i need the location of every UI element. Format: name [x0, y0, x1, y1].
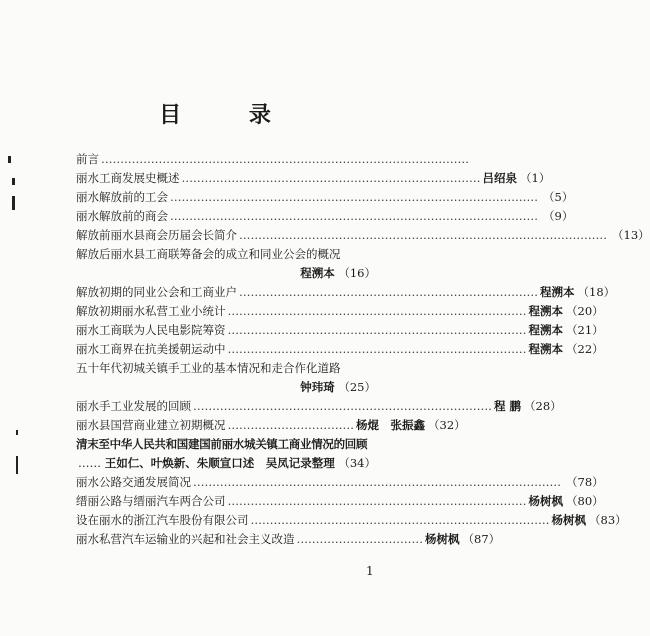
- toc-entry: [76, 321, 604, 340]
- toc-entry-author: 杨树枫: [551, 513, 586, 527]
- toc-entry-author: 程溯本: [528, 342, 563, 356]
- toc-entry-title: 丽水私营汽车运输业的兴起和社会主义改造: [76, 532, 295, 546]
- toc-entry-author: 王如仁、叶焕新、朱顺宣口述 吴凤记录整理: [104, 456, 335, 470]
- dot-leader: ……………………………: [296, 532, 423, 546]
- toc-entry-title: 设在丽水的浙江汽车股份有限公司: [76, 513, 249, 527]
- toc-entry-page: （22）: [566, 342, 604, 356]
- toc-entry-author: 杨树枫: [528, 494, 563, 508]
- toc-entry: [76, 530, 501, 549]
- toc-entry-page: （21）: [566, 323, 604, 337]
- toc-entry: [76, 169, 551, 188]
- toc-entry-title: 解放初期的同业公会和工商业户: [76, 285, 237, 299]
- table-of-contents: [76, 150, 650, 549]
- dot-leader: ……………………………: [227, 418, 354, 432]
- toc-entry-page: （9）: [543, 209, 574, 223]
- toc-entry-title: 解放初期丽水私营工业小统计: [76, 304, 226, 318]
- binding-mark: [12, 196, 15, 210]
- toc-entry-page: （16）: [338, 266, 376, 280]
- dot-leader: ……………………………………………………………………………………: [239, 228, 607, 242]
- toc-entry-title: 丽水手工业发展的回顾: [76, 399, 191, 413]
- toc-entry-title: 解放后丽水县工商联筹备会的成立和同业公会的概况: [76, 247, 341, 261]
- toc-entry: [76, 359, 376, 378]
- toc-entry-title: 清末至中华人民共和国建国前丽水城关镇工商业情况的回顾: [76, 437, 368, 451]
- toc-entry-title: 丽水工商界在抗美援朝运动中: [76, 342, 226, 356]
- toc-entry-page: （80）: [566, 494, 604, 508]
- toc-entry: [76, 435, 376, 454]
- binding-mark: [16, 456, 18, 474]
- toc-entry-page: （28）: [524, 399, 562, 413]
- toc-entry: [76, 245, 376, 264]
- dot-leader: ……………………………………………………………………: [239, 285, 538, 299]
- page-title: 目 录: [159, 102, 301, 128]
- dot-leader: ……………………………………………………………………………………: [170, 190, 538, 204]
- dot-leader: ……………………………………………………………………………………: [170, 209, 538, 223]
- dot-leader: ……: [78, 456, 102, 470]
- toc-entry-title: 丽水解放前的商会: [76, 209, 168, 223]
- toc-entry-page: （1）: [520, 171, 551, 185]
- toc-entry-author: 程溯本: [528, 304, 563, 318]
- toc-entry: [76, 226, 650, 245]
- dot-leader: ……………………………………………………………………………………: [193, 475, 561, 489]
- binding-mark: [12, 178, 15, 185]
- toc-entry-page: （25）: [338, 380, 376, 394]
- toc-entry-title: 五十年代初城关镇手工业的基本情况和走合作化道路: [76, 361, 341, 375]
- toc-entry-title: 丽水公路交通发展简况: [76, 475, 191, 489]
- toc-entry-page: （78）: [566, 475, 604, 489]
- toc-entry: [76, 511, 627, 530]
- dot-leader: ……………………………………………………………………: [181, 171, 481, 185]
- toc-entry: [76, 188, 574, 207]
- toc-entry-title: 解放前丽水县商会历届会长简介: [76, 228, 237, 242]
- dot-leader: ……………………………………………………………………………………: [101, 152, 469, 166]
- toc-entry-page: （20）: [566, 304, 604, 318]
- toc-entry: [76, 302, 604, 321]
- toc-entry: [76, 150, 469, 169]
- toc-entry: [76, 416, 466, 435]
- dot-leader: ……………………………………………………………………: [250, 513, 550, 527]
- page-number: 1: [366, 564, 374, 578]
- dot-leader: ……………………………………………………………………: [227, 342, 527, 356]
- dot-leader: ……………………………………………………………………: [227, 304, 527, 318]
- toc-entry-continuation: [76, 378, 376, 397]
- dot-leader: ……………………………………………………………………: [227, 323, 527, 337]
- toc-entry-title: 缙丽公路与缙丽汽车两合公司: [76, 494, 226, 508]
- toc-entry-author: 程溯本: [540, 285, 575, 299]
- toc-entry-page: （87）: [462, 532, 501, 546]
- toc-entry-author: 程溯本: [300, 266, 335, 280]
- binding-mark: [16, 430, 18, 435]
- toc-entry-author: 杨树枫: [425, 532, 460, 546]
- dot-leader: ……………………………………………………………………: [193, 399, 492, 413]
- toc-entry-page: （83）: [589, 513, 627, 527]
- toc-entry-author: 钟玮琦: [300, 380, 335, 394]
- toc-entry-author: 杨焜 张振鑫: [356, 418, 425, 432]
- toc-entry: [76, 340, 604, 359]
- toc-entry-page: （32）: [428, 418, 466, 432]
- dot-leader: ……………………………………………………………………: [227, 494, 527, 508]
- toc-entry-page: （18）: [577, 285, 616, 299]
- toc-entry: [76, 397, 562, 416]
- toc-entry-page: （13）: [612, 228, 650, 242]
- toc-entry-author: 程 鹏: [494, 399, 522, 413]
- toc-entry-title: 丽水工商联为人民电影院筹资: [76, 323, 226, 337]
- toc-entry-page: （34）: [338, 456, 376, 470]
- toc-entry-title: 丽水工商发展史概述: [76, 171, 180, 185]
- toc-entry-continuation: [76, 454, 376, 473]
- toc-entry-continuation: [76, 264, 376, 283]
- toc-entry-title: 丽水县国营商业建立初期概况: [76, 418, 226, 432]
- toc-entry-page: （5）: [543, 190, 574, 204]
- toc-entry-title: 前言: [76, 152, 99, 166]
- binding-mark: [8, 156, 11, 163]
- toc-entry-author: 吕绍泉: [482, 171, 517, 185]
- toc-entry-title: 丽水解放前的工会: [76, 190, 168, 204]
- toc-entry: [76, 473, 604, 492]
- toc-entry-author: 程溯本: [528, 323, 563, 337]
- toc-entry: [76, 283, 616, 302]
- toc-entry: [76, 207, 574, 226]
- toc-entry: [76, 492, 604, 511]
